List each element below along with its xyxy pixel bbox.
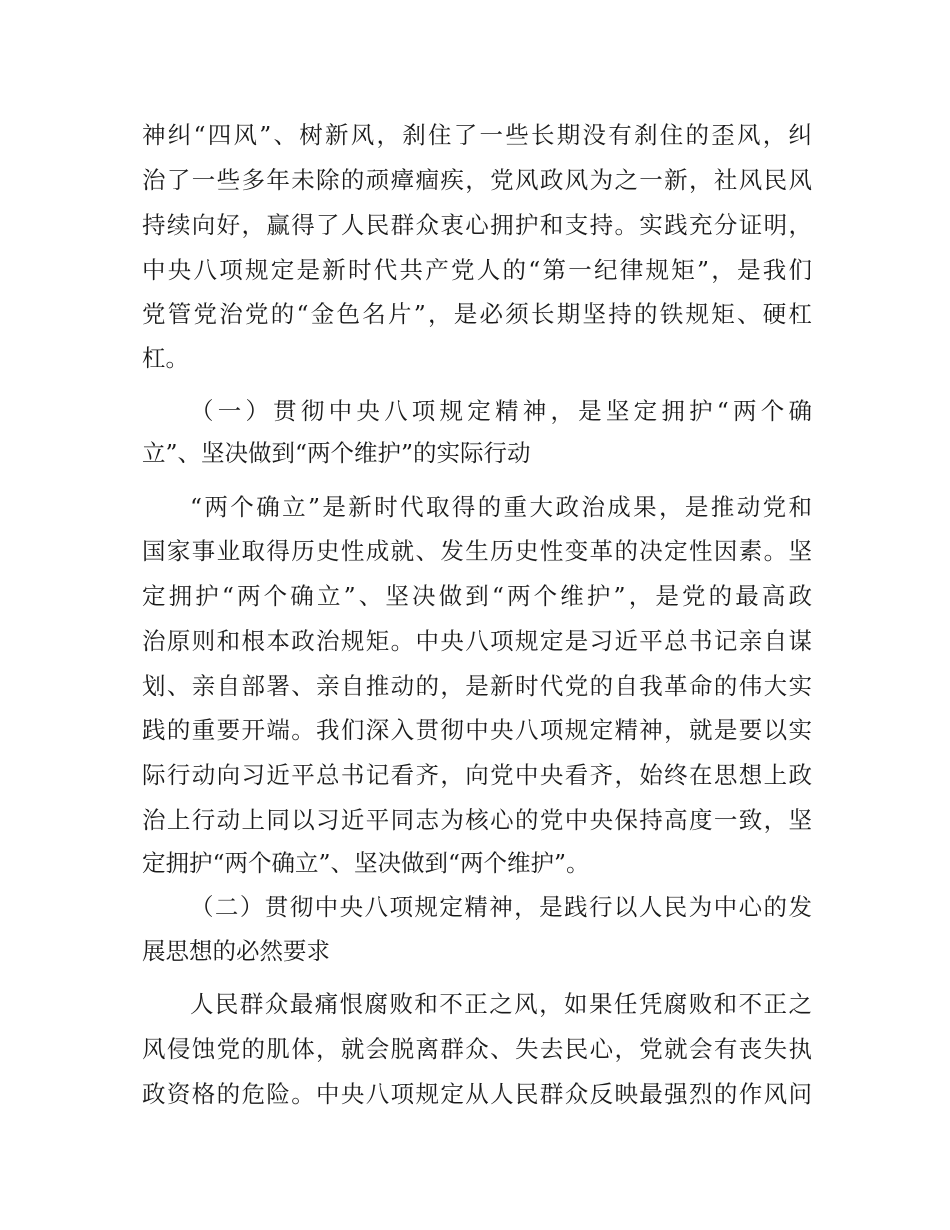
text-line: 国家事业取得历史性成就、发生历史性变革的决定性因素。坚	[142, 537, 812, 565]
text-line: 人民群众最痛恨腐败和不正之风，如果任凭腐败和不正之	[190, 990, 812, 1018]
text-line: 定拥护“两个确立”、坚决做到“两个维护”，是党的最高政	[142, 582, 812, 610]
text-line: 风侵蚀党的肌体，就会脱离群众、失去民心，党就会有丧失执	[142, 1035, 812, 1063]
text-line: 际行动向习近平总书记看齐，向党中央看齐，始终在思想上政	[142, 761, 812, 789]
text-line: 治原则和根本政治规矩。中央八项规定是习近平总书记亲自谋	[142, 627, 812, 655]
text-line: 持续向好，赢得了人民群众衷心拥护和支持。实践充分证明，	[142, 211, 812, 239]
section-heading-line: （二）贯彻中央八项规定精神，是践行以人民为中心的发	[190, 893, 812, 921]
text-line: “两个确立”是新时代取得的重大政治成果，是推动党和	[190, 493, 812, 521]
text-line: 中央八项规定是新时代共产党人的“第一纪律规矩”，是我们	[142, 256, 812, 284]
text-line: 党管党治党的“金色名片”，是必须长期坚持的铁规矩、硬杠	[142, 300, 812, 328]
section-heading-line: 展思想的必然要求	[142, 937, 330, 965]
text-line: 践的重要开端。我们深入贯彻中央八项规定精神，就是要以实	[142, 716, 812, 744]
text-line: 定拥护“两个确立”、坚决做到“两个维护”。	[142, 849, 590, 877]
text-line: 划、亲自部署、亲自推动的，是新时代党的自我革命的伟大实	[142, 672, 812, 700]
text-line: 治上行动上同以习近平同志为核心的党中央保持高度一致，坚	[142, 806, 812, 834]
text-line: 杠。	[142, 344, 189, 372]
section-heading-line: 立”、坚决做到“两个维护”的实际行动	[142, 439, 531, 467]
text-line: 治了一些多年未除的顽瘴痼疾，党风政风为之一新，社风民风	[142, 166, 812, 194]
section-heading-line: （一）贯彻中央八项规定精神，是坚定拥护“两个确	[190, 397, 812, 425]
text-line: 神纠“四风”、树新风，刹住了一些长期没有刹住的歪风，纠	[142, 121, 812, 149]
text-line: 政资格的危险。中央八项规定从人民群众反映最强烈的作风问	[142, 1080, 812, 1108]
